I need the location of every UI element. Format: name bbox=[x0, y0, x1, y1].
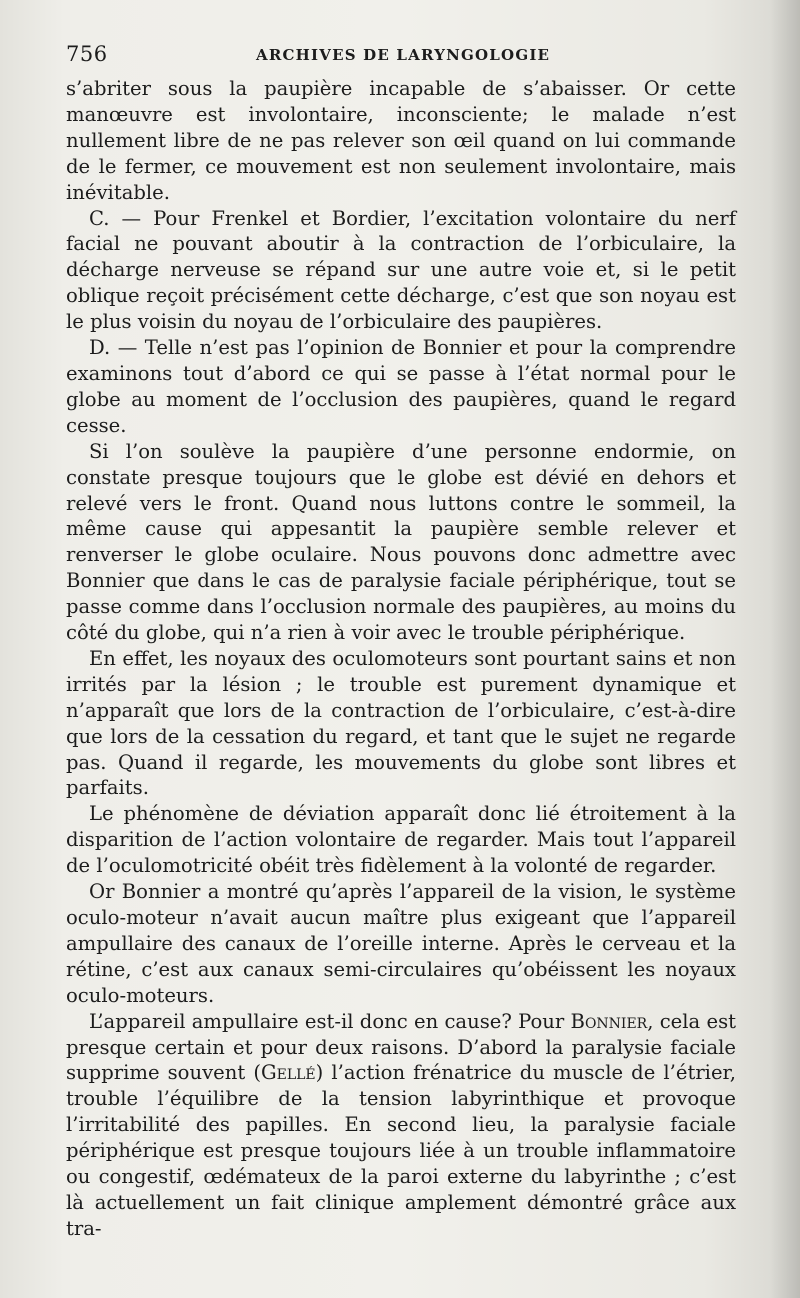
paragraph-c-frenkel-bordier: C. — Pour Frenkel et Bordier, l’excitation volontaire du nerf facial ne pouvant aboutir à la contraction de l’orbiculaire, la décharge nerveuse se répand sur une autre voie et, si le petit oblique reçoit précisément cette décharge, c’est que son noyau est le plus voisin du noyau de l’orbiculaire des paupières. bbox=[66, 206, 736, 334]
author-name-bonnier: Bonnier bbox=[570, 1009, 648, 1033]
paragraph-continuation: s’abriter sous la paupière incapable de s’abaisser. Or cette manœuvre est involontaire, inconsciente; le malade n’est nullement libre de ne pas relever son œil quand on lui commande de le fermer, ce mouvement est non seulement involontaire, mais inévitable. bbox=[66, 77, 736, 204]
running-title: ARCHIVES DE LARYNGOLOGIE bbox=[256, 46, 551, 64]
text-run: ) l’action frénatrice du muscle de l’étrier, trouble l’équilibre de la tension labyrinthique et provoque l’irritabilité des papilles. En second lieu, la paralysie faciale périphérique est presque toujours liée à un trouble inflammatoire ou congestif, œdémateux de la paroi externe du labyrinthe ; c’est là actuellement un fait clinique amplement démontré grâce aux tra- bbox=[66, 1061, 736, 1240]
paragraph-ampullary-apparatus bbox=[66, 1009, 736, 1242]
author-name-gelle: Gellé bbox=[260, 1061, 316, 1085]
text-run: , cela est presque certain et pour deux raisons. D’abord la paralysie faciale supprime souvent ( bbox=[66, 1009, 736, 1085]
paragraph-sleeping-eye: Si l’on soulève la paupière d’une personne endormie, on constate presque toujours que le globe est dévié en dehors et relevé vers le front. Quand nous luttons contre le sommeil, la même cause qui appesantit la paupière semble relever et renverser le globe oculaire. Nous pouvons donc admettre avec Bonnier que dans le cas de paralysie faciale périphérique, tout se passe comme dans l’occlusion normale des paupières, au moins du côté du globe, qui n’a rien à voir avec le trouble périphérique. bbox=[66, 439, 736, 645]
paragraph-vestibular-system: Or Bonnier a montré qu’après l’appareil de la vision, le système oculo-moteur n’avait aucun maître plus exigeant que l’appareil ampullaire des canaux de l’oreille interne. Après le cerveau et la rétine, c’est aux canaux semi-circulaires qu’obéissent les noyaux oculo-moteurs. bbox=[66, 880, 736, 1007]
text-run: L’appareil ampullaire est-il donc en cause? Pour bbox=[89, 1009, 571, 1033]
paragraph-deviation-phenomenon: Le phénomène de déviation apparaît donc lié étroitement à la disparition de l’action volontaire de regarder. Mais tout l’appareil de l’oculomotricité obéit très fidèlement à la volonté de regarder. bbox=[66, 802, 736, 878]
paragraph-oculomotor-nuclei: En effet, les noyaux des oculomoteurs sont pourtant sains et non irrités par la lésion ; le trouble est purement dynamique et n’apparaît que lors de la contraction de l’orbiculaire, c’est-à-dire que lors de la cessation du regard, et tant que le sujet ne regarde pas. Quand il regarde, les mouvements du globe sont libres et parfaits. bbox=[66, 646, 736, 800]
paragraph-d-bonnier-opinion: D. — Telle n’est pas l’opinion de Bonnier et pour la comprendre examinons tout d’abord ce qui se passe à l’état normal pour le globe au moment de l’occlusion des paupières, quand le regard cesse. bbox=[66, 336, 736, 437]
body-text bbox=[66, 76, 736, 1242]
page-header bbox=[66, 42, 736, 72]
page-edge-shadow bbox=[770, 0, 800, 1298]
page-number: 756 bbox=[66, 42, 108, 66]
